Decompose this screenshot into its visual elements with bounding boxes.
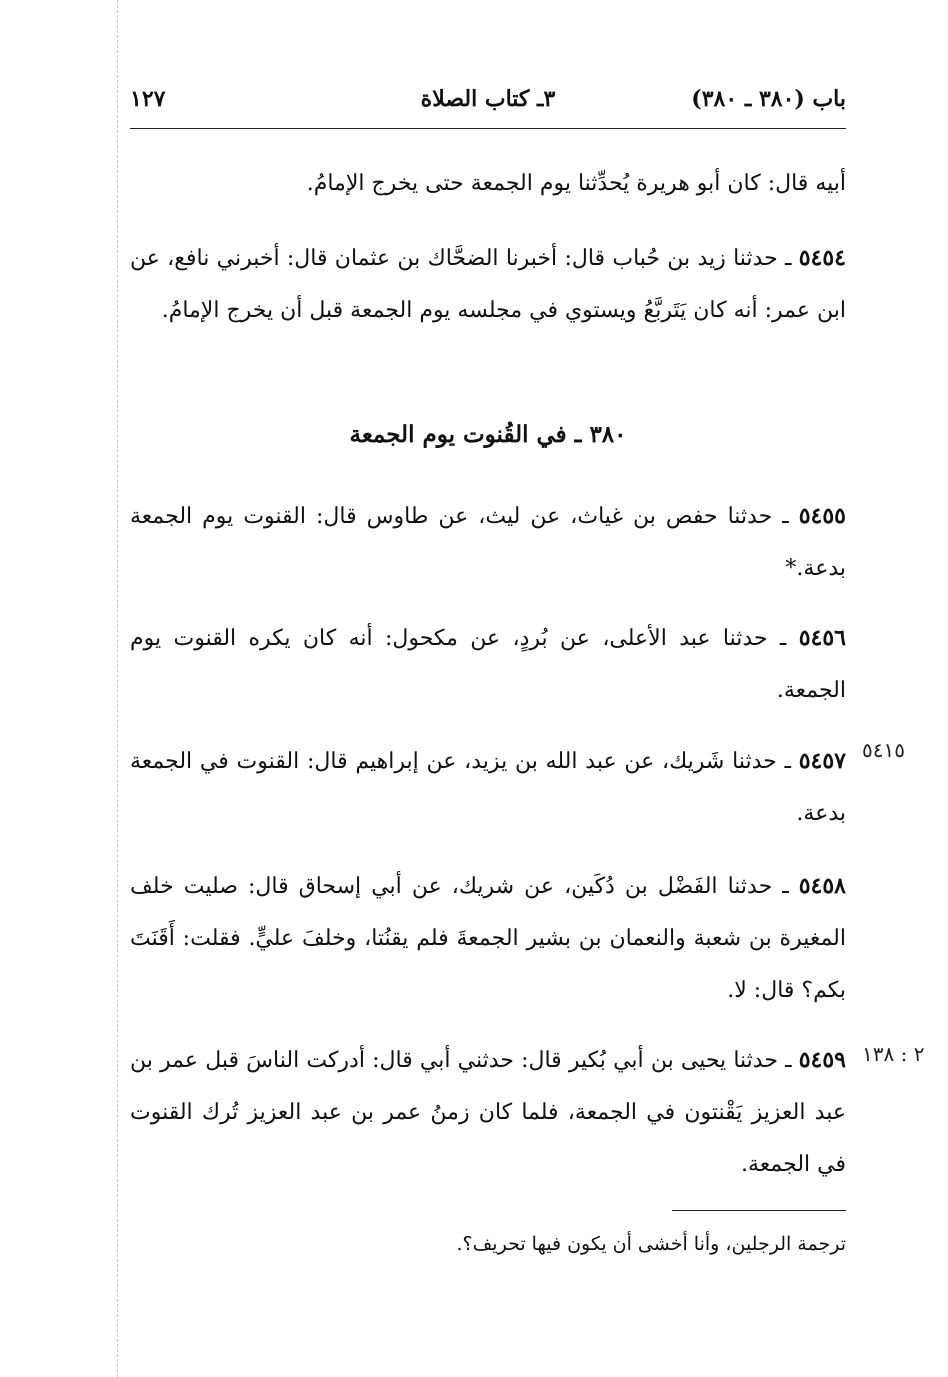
hadith-5455 [130,490,846,595]
margin-note-cross-reference: ٥٤١٥ [862,738,905,762]
hadith-5456 [130,612,846,717]
hadith-text: ـ حدثنا شَريك، عن عبد الله بن يزيد، عن إبراهيم قال: القنوت في الجمعة بدعة. [130,749,846,826]
hadith-5454 [130,232,846,337]
book-title: ٣ـ كتاب الصلاة [420,86,556,112]
hadith-number: ٥٤٥٦ [798,625,846,651]
header-rule [130,128,846,129]
hadith-5458 [130,860,846,1017]
hadith-5459 [130,1034,846,1191]
hadith-number: ٥٤٥٧ [798,748,846,774]
footnote-rule [672,1210,846,1211]
hadith-text: ـ حدثنا عبد الأعلى، عن بُردٍ، عن مكحول: أنه كان يكره القنوت يوم الجمعة. [130,626,846,703]
footnote: ترجمة الرجلين، وأنا أخشى أن يكون فيها تحريف؟. [456,1233,846,1255]
hadith-number: ٥٤٥٨ [798,873,846,899]
margin-guide-line [117,0,118,1377]
hadith-text: ـ حدثنا الفَضْل بن دُكَين، عن شريك، عن أبي إسحاق قال: صليت خلف المغيرة بن شعبة والنعمان بن بشير الجمعةَ فلم يقنُتا، وخلفَ عليٍّ. فقلت: أَقَنَتَ بكم؟ قال: لا. [130,874,846,1003]
hadith-text: ـ حدثنا زيد بن حُباب قال: أخبرنا الضحَّاك بن عثمان قال: أخبرني نافع، عن ابن عمر: أنه كان يَتَربَّعُ ويستوي في مجلسه يوم الجمعة قبل أن يخرج الإمامُ. [130,246,846,323]
hadith-text: ـ حدثنا يحيى بن أبي بُكير قال: حدثني أبي قال: أدركت الناسَ قبل عمر بن عبد العزيز يَقْنتون في الجمعة، فلما كان زمنُ عمر بن عبد العزيز تُرك القنوت في الجمعة. [130,1048,846,1177]
hadith-number: ٥٤٥٤ [798,245,846,271]
chapter-range: باب (٣٨٠ ـ ٣٨٠) [691,86,846,112]
hadith-number: ٥٤٥٩ [798,1047,846,1073]
page-header [130,86,846,122]
hadith-number: ٥٤٥٥ [798,503,846,529]
intro-paragraph: أبيه قال: كان أبو هريرة يُحدِّثنا يوم الجمعة حتى يخرج الإمامُ. [306,171,846,196]
page-number: ١٢٧ [130,86,166,112]
margin-note-volume-page: ٢ : ١٣٨ [862,1042,925,1066]
hadith-text: ـ حدثنا حفص بن غياث، عن ليث، عن طاوس قال: القنوت يوم الجمعة بدعة.* [130,504,846,581]
hadith-5457 [130,735,846,840]
section-title: ٣٨٠ ـ في القُنوت يوم الجمعة [349,421,627,448]
